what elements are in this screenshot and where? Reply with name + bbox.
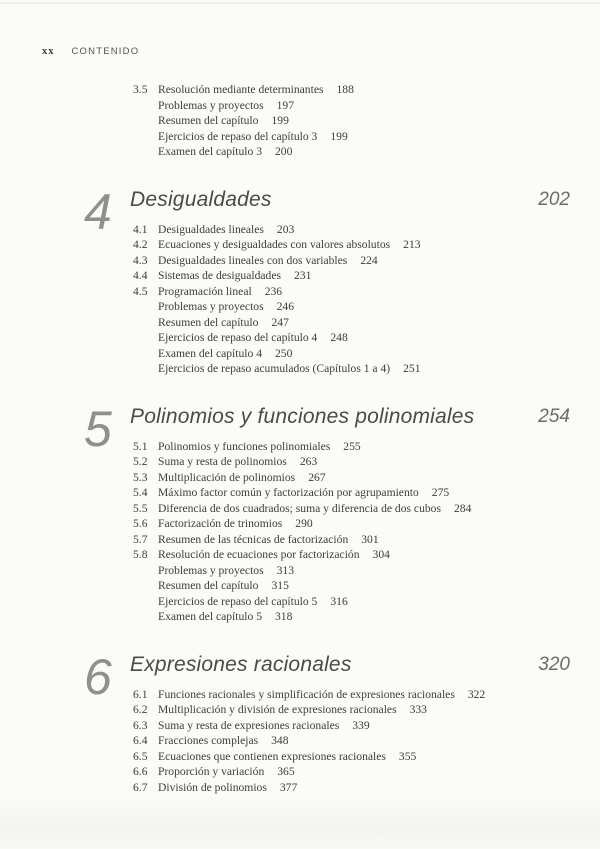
section-number: 5.8 <box>133 548 148 561</box>
section-number: 6.2 <box>133 703 148 716</box>
toc-entry <box>133 501 570 517</box>
section-page: 290 <box>295 517 313 530</box>
chapter-number: 4 <box>84 183 112 240</box>
toc-entry <box>133 144 570 160</box>
section-title: Multiplicación de polinomios <box>158 470 296 484</box>
section-page: 263 <box>299 455 318 468</box>
toc-entry <box>133 113 570 129</box>
toc-entry <box>133 129 570 145</box>
section-title: Máximo factor común y factorización por agrupamiento <box>158 486 419 499</box>
toc-entry <box>133 578 570 594</box>
section-page: 316 <box>330 594 348 608</box>
chapter-number: 6 <box>84 648 112 705</box>
toc-entry <box>133 470 570 486</box>
chapter-page: 320 <box>538 653 570 675</box>
section-page: 275 <box>431 486 450 499</box>
section-page: 231 <box>294 269 312 282</box>
section-page: 267 <box>308 470 326 484</box>
section-title: Ejercicios de repaso del capítulo 3 <box>158 129 318 143</box>
section-title: Ecuaciones y desigualdades con valores absolutos <box>158 238 391 251</box>
chapter-entries <box>133 439 570 625</box>
chapter-entries <box>133 222 570 377</box>
toc-entry <box>133 268 570 284</box>
toc-entry <box>133 764 570 780</box>
section-number: 4.1 <box>133 222 148 236</box>
section-title: Examen del capítulo 4 <box>158 346 262 360</box>
section-number: 5.4 <box>133 486 148 499</box>
section-number: 4.5 <box>133 284 148 298</box>
section-page: 355 <box>398 749 417 763</box>
chapter-title: Desigualdades <box>130 187 272 211</box>
section-page: 203 <box>276 222 295 236</box>
section-number: 6.5 <box>133 749 148 763</box>
chapter-list <box>0 183 600 796</box>
running-title: CONTENIDO <box>71 46 140 57</box>
carryover-entries <box>0 82 600 160</box>
section-title: Examen del capítulo 3 <box>158 145 262 158</box>
section-number: 4.4 <box>133 269 148 282</box>
section-number: 5.7 <box>133 532 148 546</box>
section-page: 246 <box>276 300 295 313</box>
toc-entry <box>133 563 570 579</box>
section-title: Programación lineal <box>158 284 252 298</box>
section-title: Sistemas de desigualdades <box>158 269 281 282</box>
section-page: 348 <box>271 734 289 747</box>
section-title: Desigualdades lineales <box>158 222 264 236</box>
section-title: División de polinomios <box>158 780 267 794</box>
section-number: 3.5 <box>133 83 148 96</box>
section-title: Proporción y variación <box>158 765 265 778</box>
section-page: 236 <box>264 284 283 298</box>
section-title: Desigualdades lineales con dos variables <box>158 253 348 267</box>
section-page: 199 <box>271 114 289 127</box>
section-number: 5.2 <box>133 455 148 468</box>
chapter-page: 202 <box>538 188 570 210</box>
section-title: Factorización de trinomios <box>158 517 283 530</box>
section-title: Ejercicios de repaso del capítulo 5 <box>158 594 318 608</box>
section-page: 304 <box>372 548 390 561</box>
toc-entry <box>133 516 570 532</box>
toc-entry <box>133 284 570 300</box>
section-number: 6.6 <box>133 765 148 778</box>
section-title: Multiplicación y división de expresiones racionales <box>158 703 397 716</box>
toc-entry <box>133 485 570 501</box>
section-number: 5.5 <box>133 501 148 515</box>
section-number: 6.1 <box>133 687 148 701</box>
section-page: 365 <box>277 765 295 778</box>
toc-entry <box>133 237 570 253</box>
section-number: 5.1 <box>133 439 148 453</box>
toc-entry <box>133 361 570 377</box>
toc-entry <box>133 82 570 98</box>
toc-entry <box>133 253 570 269</box>
section-title: Examen del capítulo 5 <box>158 610 262 623</box>
toc-entry <box>133 454 570 470</box>
section-title: Problemas y proyectos <box>158 563 264 577</box>
toc-entry <box>133 594 570 610</box>
chapter-block <box>0 648 600 796</box>
toc-entry <box>133 718 570 734</box>
section-title: Fracciones complejas <box>158 734 259 747</box>
section-title: Resumen del capítulo <box>158 315 259 329</box>
section-page: 377 <box>279 780 298 794</box>
section-number: 5.6 <box>133 517 148 530</box>
page-folio: xx <box>42 46 55 57</box>
section-title: Resumen del capítulo <box>158 579 259 592</box>
toc-entry <box>133 687 570 703</box>
section-number: 6.4 <box>133 734 148 747</box>
section-title: Resumen de las técnicas de factorización <box>158 532 349 546</box>
section-page: 315 <box>271 579 289 592</box>
toc-entry <box>133 346 570 362</box>
section-number: 6.3 <box>133 718 148 732</box>
section-title: Resumen del capítulo <box>158 114 259 127</box>
toc-entry <box>133 532 570 548</box>
section-title: Resolución mediante determinantes <box>158 83 324 96</box>
section-title: Problemas y proyectos <box>158 300 264 313</box>
running-head <box>0 46 600 60</box>
chapter-title: Polinomios y funciones polinomiales <box>130 404 475 428</box>
section-title: Problemas y proyectos <box>158 98 264 112</box>
section-title: Funciones racionales y simplificación de expresiones racionales <box>158 687 455 701</box>
section-page: 255 <box>343 439 361 453</box>
section-page: 333 <box>409 703 427 716</box>
section-page: 199 <box>330 129 348 143</box>
chapter-page: 254 <box>538 405 570 427</box>
toc-entry <box>133 547 570 563</box>
section-title: Ecuaciones que contienen expresiones racionales <box>158 749 386 763</box>
section-page: 322 <box>467 687 486 701</box>
section-number: 6.7 <box>133 780 148 794</box>
section-title: Suma y resta de polinomios <box>158 455 287 468</box>
toc-entry <box>133 749 570 765</box>
section-page: 188 <box>336 83 354 96</box>
section-title: Diferencia de dos cuadrados; suma y diferencia de dos cubos <box>158 501 441 515</box>
toc-entry <box>133 439 570 455</box>
section-number: 4.3 <box>133 253 148 267</box>
scan-shadow <box>0 794 600 849</box>
chapter-entries <box>133 687 570 796</box>
section-title: Ejercicios de repaso del capítulo 4 <box>158 331 318 344</box>
section-title: Suma y resta de expresiones racionales <box>158 718 340 732</box>
section-page: 224 <box>360 253 378 267</box>
section-page: 248 <box>330 331 348 344</box>
chapter-number: 5 <box>84 400 112 457</box>
section-page: 197 <box>276 98 295 112</box>
section-page: 318 <box>275 610 293 623</box>
section-title: Resolución de ecuaciones por factorización <box>158 548 360 561</box>
section-number: 5.3 <box>133 470 148 484</box>
section-page: 200 <box>275 145 293 158</box>
section-page: 251 <box>403 362 421 375</box>
section-page: 247 <box>271 315 289 329</box>
section-title: Polinomios y funciones polinomiales <box>158 439 331 453</box>
toc-entry <box>133 315 570 331</box>
toc-entry <box>133 222 570 238</box>
section-number: 4.2 <box>133 238 148 251</box>
toc-entry <box>133 98 570 114</box>
toc-entry <box>133 330 570 346</box>
chapter-title: Expresiones racionales <box>130 652 352 676</box>
section-page: 339 <box>352 718 370 732</box>
toc-entry <box>133 299 570 315</box>
chapter-block <box>0 400 600 625</box>
chapter-block <box>0 183 600 377</box>
section-page: 213 <box>403 238 421 251</box>
toc-entry <box>133 702 570 718</box>
toc-entry <box>133 609 570 625</box>
toc-entry <box>133 733 570 749</box>
section-page: 250 <box>275 346 293 360</box>
toc-entry <box>133 780 570 796</box>
section-title: Ejercicios de repaso acumulados (Capítulos 1 a 4) <box>158 362 391 375</box>
section-page: 284 <box>453 501 472 515</box>
section-page: 313 <box>276 563 295 577</box>
section-page: 301 <box>361 532 379 546</box>
